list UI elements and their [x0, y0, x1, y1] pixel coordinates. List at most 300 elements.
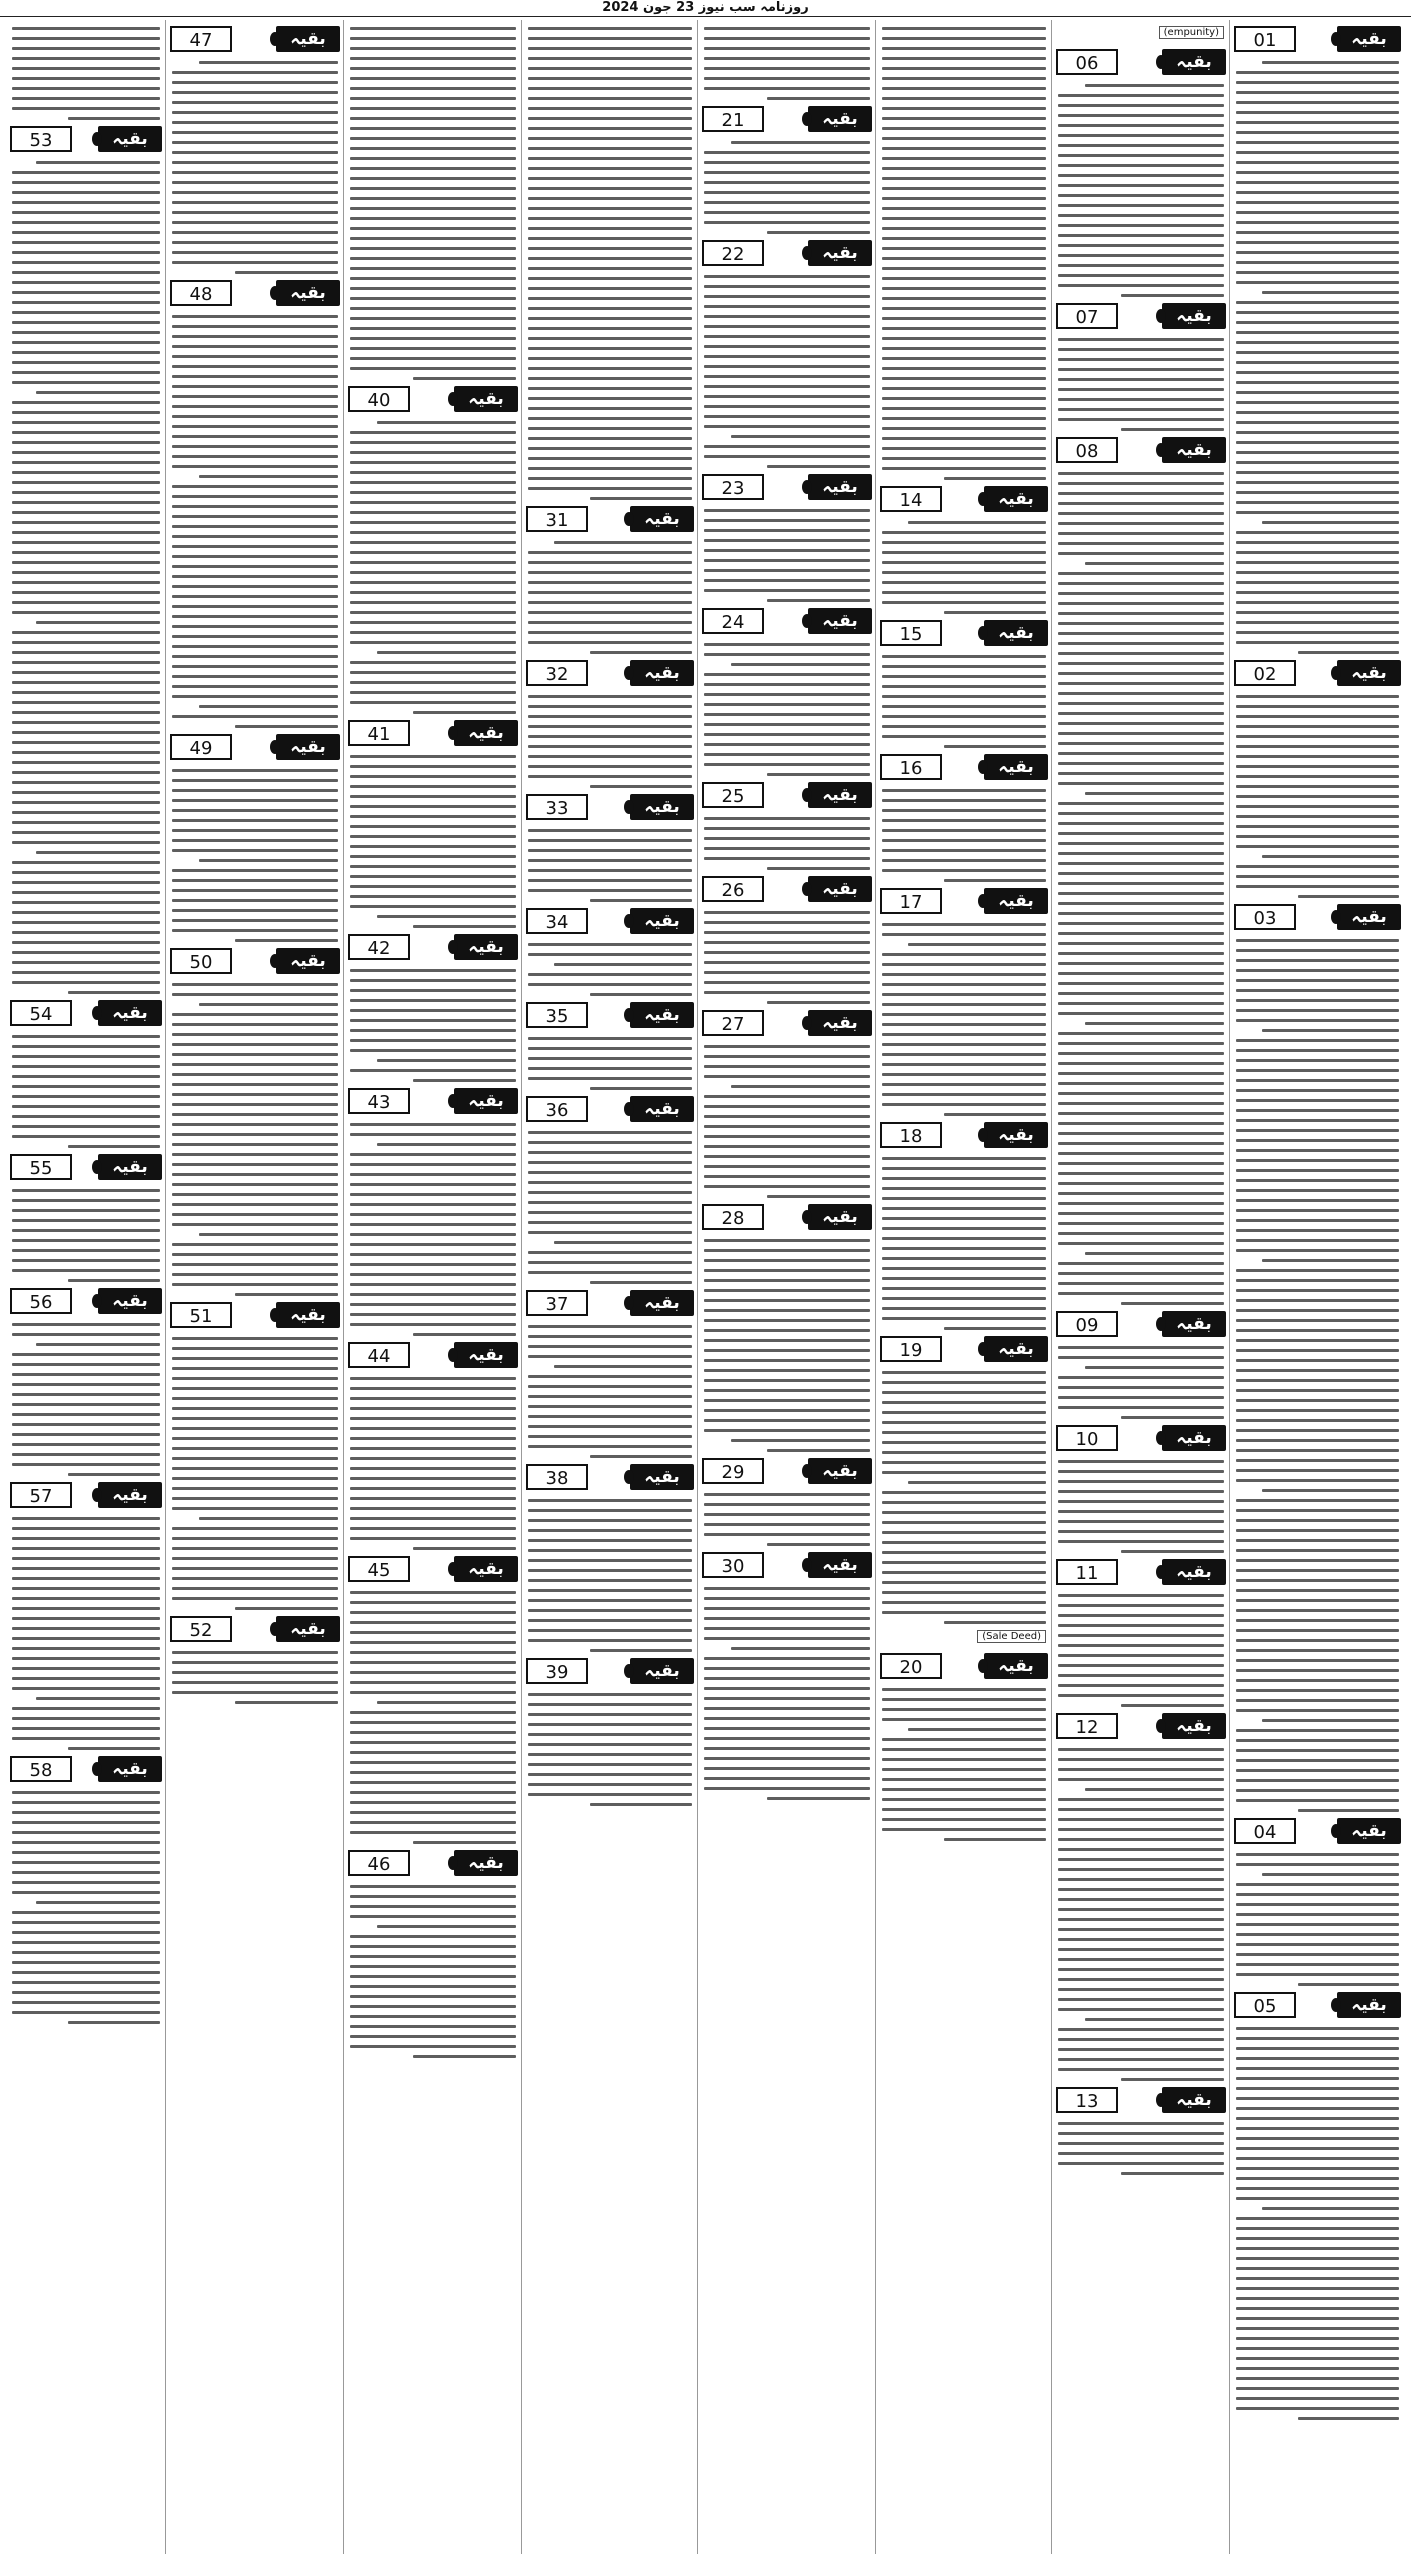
continuation-text [1058, 338, 1224, 431]
baqiya-label: بقیہ [984, 486, 1048, 512]
continuation-number: 18 [880, 1122, 942, 1148]
continuation-number: 32 [526, 660, 588, 686]
baqiya-label: بقیہ [984, 1336, 1048, 1362]
continuation-block [876, 1122, 1052, 1330]
continuation-block [522, 660, 698, 788]
baqiya-label: بقیہ [276, 948, 340, 974]
baqiya-label: بقیہ [1162, 49, 1226, 75]
continuation-block [698, 1552, 876, 1800]
continuation-block [6, 1288, 166, 1476]
baqiya-label: بقیہ [1337, 904, 1401, 930]
continuation-text [350, 1591, 516, 1844]
continuation-number: 38 [526, 1464, 588, 1490]
baqiya-label: بقیہ [98, 1482, 162, 1508]
baqiya-label: بقیہ [808, 608, 872, 634]
continuation-header [880, 754, 1048, 782]
continuation-block [522, 1658, 698, 1806]
continuation-header [526, 1290, 694, 1318]
continuation-number: 37 [526, 1290, 588, 1316]
baqiya-label: بقیہ [808, 106, 872, 132]
continuation-block [1230, 904, 1405, 1812]
continuation-header [170, 1302, 340, 1330]
baqiya-label: بقیہ [808, 1204, 872, 1230]
continuation-number: 05 [1234, 1992, 1296, 2018]
continuation-number: 01 [1234, 26, 1296, 52]
continuation-block [166, 280, 344, 728]
continuation-number: 12 [1056, 1713, 1118, 1739]
continuation-block [6, 1756, 166, 2024]
continuation-number: 54 [10, 1000, 72, 1026]
continuation-header [348, 1556, 518, 1584]
continuation-text [1058, 2122, 1224, 2175]
baqiya-label: بقیہ [454, 934, 518, 960]
continuation-number: 07 [1056, 303, 1118, 329]
continuation-number: 24 [702, 608, 764, 634]
continuation-header [702, 474, 872, 502]
continuation-number: 46 [348, 1850, 410, 1876]
continuation-text [704, 141, 870, 234]
continuation-text [704, 643, 870, 776]
continuation-number: 44 [348, 1342, 410, 1368]
baqiya-label: بقیہ [808, 1458, 872, 1484]
continuation-number: 11 [1056, 1559, 1118, 1585]
continuation-header [170, 26, 340, 54]
continuation-block [876, 754, 1052, 882]
baqiya-label: بقیہ [454, 1342, 518, 1368]
continuation-number: 16 [880, 754, 942, 780]
continuation-header [1234, 1818, 1401, 1846]
column-1 [1230, 20, 1405, 2554]
continuation-number: 06 [1056, 49, 1118, 75]
continuation-text [1058, 472, 1224, 1305]
continuation-block [698, 474, 876, 602]
baqiya-label: بقیہ [984, 888, 1048, 914]
continuation-number: 15 [880, 620, 942, 646]
continuation-number: 25 [702, 782, 764, 808]
continuation-block [344, 1850, 522, 2058]
continuation-header [1056, 1559, 1226, 1587]
continuation-block [1052, 1425, 1230, 1553]
continuation-text [12, 1517, 160, 1750]
continuation-header [1056, 1311, 1226, 1339]
continuation-block [698, 1458, 876, 1546]
continuation-block [522, 1002, 698, 1090]
column-7 [166, 20, 344, 2554]
column-lead-text [350, 27, 516, 380]
continuation-number: 58 [10, 1756, 72, 1782]
continuation-text [1236, 2027, 1399, 2420]
continuation-text [704, 1493, 870, 1546]
continuation-header [10, 1288, 162, 1316]
baqiya-label: بقیہ [630, 660, 694, 686]
column-lead-text [12, 27, 160, 120]
continuation-text [882, 1371, 1046, 1624]
continuation-text [882, 521, 1046, 614]
continuation-block [1230, 1992, 1405, 2420]
continuation-block [1052, 303, 1230, 431]
continuation-number: 14 [880, 486, 942, 512]
continuation-text [704, 911, 870, 1004]
continuation-header [1056, 1425, 1226, 1453]
continuation-block [698, 106, 876, 234]
continuation-number: 08 [1056, 437, 1118, 463]
continuation-header [526, 794, 694, 822]
continuation-number: 34 [526, 908, 588, 934]
continuation-number: 09 [1056, 1311, 1118, 1337]
continuation-text [172, 983, 338, 1296]
continuation-header [526, 1658, 694, 1686]
baqiya-label: بقیہ [808, 1010, 872, 1036]
continuation-number: 04 [1234, 1818, 1296, 1844]
continuation-block [6, 1482, 166, 1750]
continuation-header [702, 1010, 872, 1038]
continuation-block [166, 26, 344, 274]
continuation-number: 17 [880, 888, 942, 914]
continuation-text [528, 695, 692, 788]
masthead-title: روزنامہ سب نیوز 23 جون 2024 [0, 0, 1411, 17]
baqiya-label: بقیہ [454, 1556, 518, 1582]
baqiya-label: بقیہ [984, 620, 1048, 646]
continuation-header [170, 948, 340, 976]
continuation-block [698, 782, 876, 870]
baqiya-label: بقیہ [1162, 1425, 1226, 1451]
continuation-number: 29 [702, 1458, 764, 1484]
baqiya-label: بقیہ [276, 280, 340, 306]
continuation-text [882, 655, 1046, 748]
continuation-block [1052, 437, 1230, 1305]
column-5 [522, 20, 698, 2554]
continuation-text [172, 315, 338, 728]
continuation-text [172, 1651, 338, 1704]
continuation-header [880, 620, 1048, 648]
baqiya-label: بقیہ [630, 1002, 694, 1028]
continuation-header [348, 1088, 518, 1116]
continuation-text [350, 1123, 516, 1336]
continuation-block [166, 734, 344, 942]
continuation-number: 36 [526, 1096, 588, 1122]
continuation-text [350, 1885, 516, 2058]
column-4 [698, 20, 876, 2554]
continuation-text [1058, 84, 1224, 297]
baqiya-label: بقیہ [1162, 1311, 1226, 1337]
baqiya-label: بقیہ [1337, 26, 1401, 52]
continuation-number: 48 [170, 280, 232, 306]
continuation-block [344, 1088, 522, 1336]
continuation-header [880, 1122, 1048, 1150]
continuation-number: 45 [348, 1556, 410, 1582]
continuation-header [526, 1464, 694, 1492]
continuation-block [1052, 1311, 1230, 1419]
continuation-block [698, 1204, 876, 1452]
continuation-text [704, 275, 870, 468]
continuation-text [528, 1037, 692, 1090]
continuation-header [526, 1002, 694, 1030]
continuation-block [6, 1154, 166, 1282]
continuation-text [704, 509, 870, 602]
continuation-text [1236, 1853, 1399, 1986]
continuation-header [880, 1336, 1048, 1364]
continuation-text [1058, 1346, 1224, 1419]
column-3 [876, 20, 1052, 2554]
continuation-number: 47 [170, 26, 232, 52]
baqiya-label: بقیہ [1337, 1992, 1401, 2018]
continuation-header [1056, 303, 1226, 331]
newspaper-page [6, 20, 1405, 2554]
continuation-text [528, 1325, 692, 1458]
continuation-block [344, 720, 522, 928]
continuation-header [702, 1552, 872, 1580]
continuation-block [166, 1616, 344, 1704]
continuation-header [348, 1850, 518, 1878]
continuation-block [876, 888, 1052, 1116]
continuation-number: 43 [348, 1088, 410, 1114]
continuation-text [528, 541, 692, 654]
continuation-block [698, 608, 876, 776]
continuation-block [876, 486, 1052, 614]
continuation-header [702, 240, 872, 268]
baqiya-label: بقیہ [98, 1756, 162, 1782]
baqiya-label: بقیہ [98, 1154, 162, 1180]
continuation-block [876, 1653, 1052, 1841]
continuation-header [170, 734, 340, 762]
continuation-text [350, 421, 516, 714]
continuation-text [172, 1337, 338, 1610]
continuation-block [344, 934, 522, 1082]
continuation-number: 27 [702, 1010, 764, 1036]
continuation-header [348, 934, 518, 962]
continuation-block [344, 1342, 522, 1550]
continuation-text [882, 789, 1046, 882]
baqiya-label: بقیہ [630, 1464, 694, 1490]
continuation-text [12, 1035, 160, 1148]
continuation-header [1234, 904, 1401, 932]
continuation-text [172, 61, 338, 274]
continuation-header [880, 1653, 1048, 1681]
continuation-header [10, 1482, 162, 1510]
continuation-block [698, 1010, 876, 1198]
continuation-header [1234, 26, 1401, 54]
continuation-text [704, 1239, 870, 1452]
continuation-block [522, 506, 698, 654]
continuation-header [526, 908, 694, 936]
continuation-number: 10 [1056, 1425, 1118, 1451]
continuation-text [528, 1693, 692, 1806]
continuation-header [170, 280, 340, 308]
continuation-header [702, 782, 872, 810]
inline-english-term: (empunity) [1159, 26, 1224, 39]
continuation-block [522, 1096, 698, 1284]
baqiya-label: بقیہ [1162, 437, 1226, 463]
continuation-header [1056, 2087, 1226, 2115]
continuation-number: 35 [526, 1002, 588, 1028]
continuation-number: 13 [1056, 2087, 1118, 2113]
baqiya-label: بقیہ [630, 908, 694, 934]
baqiya-label: بقیہ [98, 126, 162, 152]
continuation-text [1058, 1460, 1224, 1553]
continuation-number: 21 [702, 106, 764, 132]
continuation-header [702, 876, 872, 904]
continuation-text [1058, 1594, 1224, 1707]
continuation-header [526, 1096, 694, 1124]
baqiya-label: بقیہ [1162, 303, 1226, 329]
continuation-text [1236, 61, 1399, 654]
continuation-block [1052, 1559, 1230, 1707]
continuation-block [6, 126, 166, 994]
continuation-block [1052, 1713, 1230, 2081]
continuation-text [1236, 695, 1399, 898]
column-6 [344, 20, 522, 2554]
continuation-text [528, 1499, 692, 1652]
continuation-block [522, 1464, 698, 1652]
continuation-number: 55 [10, 1154, 72, 1180]
continuation-text [882, 1157, 1046, 1330]
column-8 [6, 20, 166, 2554]
continuation-text [350, 755, 516, 928]
continuation-number: 51 [170, 1302, 232, 1328]
continuation-header [702, 1204, 872, 1232]
continuation-block [876, 620, 1052, 748]
baqiya-label: بقیہ [984, 754, 1048, 780]
continuation-block [698, 240, 876, 468]
continuation-block [522, 794, 698, 902]
continuation-header [526, 660, 694, 688]
baqiya-label: بقیہ [630, 1658, 694, 1684]
continuation-number: 20 [880, 1653, 942, 1679]
baqiya-label: بقیہ [1162, 1713, 1226, 1739]
continuation-number: 30 [702, 1552, 764, 1578]
continuation-block [1230, 26, 1405, 654]
continuation-number: 19 [880, 1336, 942, 1362]
continuation-number: 02 [1234, 660, 1296, 686]
continuation-header [702, 608, 872, 636]
continuation-header [1234, 1992, 1401, 2020]
baqiya-label: بقیہ [808, 474, 872, 500]
baqiya-label: بقیہ [808, 876, 872, 902]
baqiya-label: بقیہ [98, 1000, 162, 1026]
continuation-header [880, 486, 1048, 514]
continuation-text [1058, 1748, 1224, 2081]
continuation-block [166, 948, 344, 1296]
baqiya-label: بقیہ [808, 1552, 872, 1578]
continuation-header [880, 888, 1048, 916]
continuation-number: 53 [10, 126, 72, 152]
continuation-text [528, 943, 692, 996]
continuation-number: 57 [10, 1482, 72, 1508]
continuation-header [10, 1154, 162, 1182]
continuation-number: 41 [348, 720, 410, 746]
baqiya-label: بقیہ [984, 1122, 1048, 1148]
continuation-header [170, 1616, 340, 1644]
continuation-block [1052, 49, 1230, 297]
continuation-block [1052, 2087, 1230, 2175]
baqiya-label: بقیہ [984, 1653, 1048, 1679]
continuation-text [704, 1045, 870, 1198]
continuation-block [1230, 660, 1405, 898]
continuation-text [704, 1587, 870, 1800]
baqiya-label: بقیہ [276, 26, 340, 52]
continuation-text [350, 1377, 516, 1550]
continuation-text [882, 923, 1046, 1116]
continuation-number: 22 [702, 240, 764, 266]
continuation-block [344, 386, 522, 714]
continuation-number: 52 [170, 1616, 232, 1642]
continuation-header [1056, 1713, 1226, 1741]
continuation-text [12, 1323, 160, 1476]
baqiya-label: بقیہ [276, 1616, 340, 1642]
continuation-header [10, 1000, 162, 1028]
continuation-block [698, 876, 876, 1004]
continuation-number: 03 [1234, 904, 1296, 930]
baqiya-label: بقیہ [630, 1096, 694, 1122]
baqiya-label: بقیہ [1337, 660, 1401, 686]
baqiya-label: بقیہ [1162, 1559, 1226, 1585]
continuation-text [704, 817, 870, 870]
continuation-number: 23 [702, 474, 764, 500]
continuation-header [10, 126, 162, 154]
baqiya-label: بقیہ [630, 794, 694, 820]
continuation-block [522, 908, 698, 996]
continuation-number: 42 [348, 934, 410, 960]
continuation-number: 39 [526, 1658, 588, 1684]
continuation-number: 33 [526, 794, 588, 820]
baqiya-label: بقیہ [276, 734, 340, 760]
continuation-header [1056, 437, 1226, 465]
inline-english-term: (Sale Deed) [977, 1630, 1046, 1643]
column-lead-text [528, 27, 692, 500]
baqiya-label: بقیہ [1337, 1818, 1401, 1844]
continuation-number: 56 [10, 1288, 72, 1314]
baqiya-label: بقیہ [454, 1088, 518, 1114]
column-2 [1052, 20, 1230, 2554]
continuation-header [10, 1756, 162, 1784]
baqiya-label: بقیہ [808, 782, 872, 808]
baqiya-label: بقیہ [454, 720, 518, 746]
continuation-header [702, 1458, 872, 1486]
baqiya-label: بقیہ [630, 1290, 694, 1316]
continuation-header [348, 386, 518, 414]
continuation-block [522, 1290, 698, 1458]
continuation-number: 28 [702, 1204, 764, 1230]
continuation-text [528, 829, 692, 902]
column-lead-text [882, 27, 1046, 480]
continuation-header [702, 106, 872, 134]
continuation-number: 50 [170, 948, 232, 974]
baqiya-label: بقیہ [808, 240, 872, 266]
continuation-text [12, 161, 160, 994]
continuation-header [348, 720, 518, 748]
continuation-block [6, 1000, 166, 1148]
continuation-text [12, 1791, 160, 2024]
continuation-block [344, 1556, 522, 1844]
baqiya-label: بقیہ [98, 1288, 162, 1314]
continuation-number: 49 [170, 734, 232, 760]
continuation-number: 31 [526, 506, 588, 532]
continuation-block [166, 1302, 344, 1610]
continuation-text [528, 1131, 692, 1284]
column-lead-text [704, 27, 870, 100]
continuation-text [172, 769, 338, 942]
baqiya-label: بقیہ [1162, 2087, 1226, 2113]
continuation-header [348, 1342, 518, 1370]
continuation-text [882, 1688, 1046, 1841]
baqiya-label: بقیہ [454, 1850, 518, 1876]
continuation-text [12, 1189, 160, 1282]
baqiya-label: بقیہ [276, 1302, 340, 1328]
continuation-block [1230, 1818, 1405, 1986]
baqiya-label: بقیہ [454, 386, 518, 412]
baqiya-label: بقیہ [630, 506, 694, 532]
continuation-header [1056, 49, 1226, 77]
